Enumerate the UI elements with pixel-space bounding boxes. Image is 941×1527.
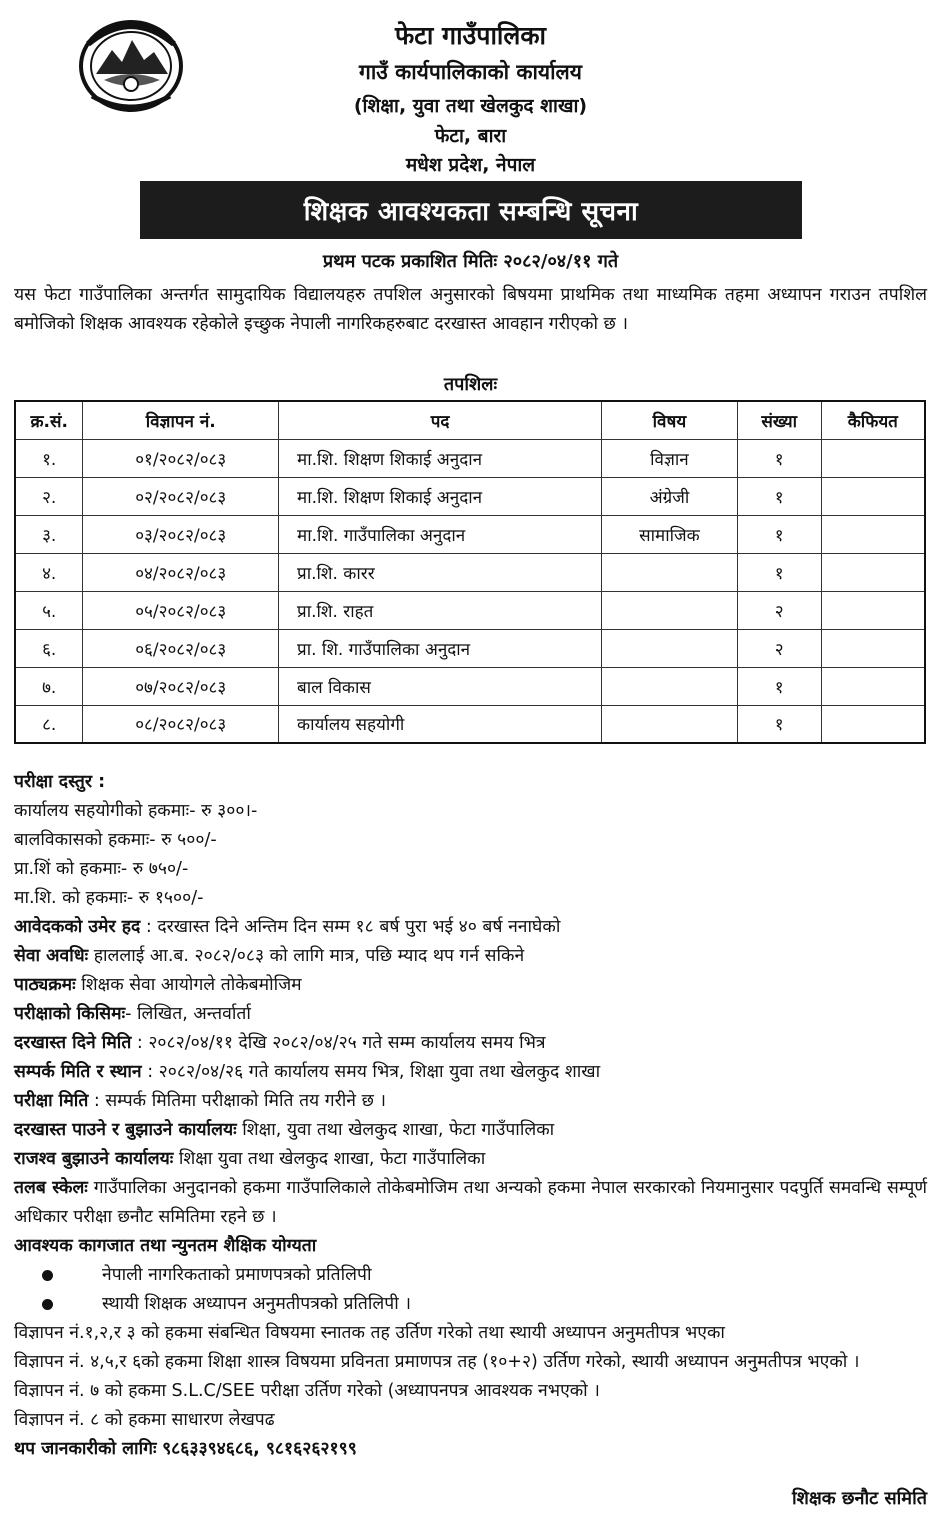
cell-remarks [821,705,925,743]
branch-name: (शिक्षा, युवा तथा खेलकुद शाखा) [353,95,588,117]
fee-item: कार्यालय सहयोगीको हकमाः- रु ३००।- [14,801,258,821]
cell-remarks [821,667,925,705]
col-header-ad-number: विज्ञापन नं. [83,401,279,439]
cell-ad-number: ०५/२०८२/०८३ [83,591,279,629]
detail-exam-date: परीक्षा मिति : सम्पर्क मितिमा परीक्षाको मिति तय गरीने छ । [14,1091,387,1111]
province-name: मधेश प्रदेश, नेपाल [405,154,536,176]
cell-post: प्रा.शि. राहत [279,591,602,629]
cell-remarks [821,439,925,477]
cell-ad-number: ०४/२०८२/०८३ [83,553,279,591]
publication-date: प्रथम पटक प्रकाशित मितिः २०८२/०४/११ गते [322,251,619,272]
qualification-note: विज्ञापन नं.१,२,र ३ को हकमा संबन्धित विषयमा स्नातक तह उर्तिण गरेको तथा स्थायी अध्यापन अनुमतीपत्र भएका [14,1323,725,1343]
cell-serial: ४. [15,553,83,591]
col-header-post: पद [279,401,602,439]
cell-subject [602,705,738,743]
fee-item: प्रा.शिं को हकमाः- रु ७५०/- [14,859,189,879]
cell-ad-number: ०३/२०८२/०८३ [83,515,279,553]
cell-remarks [821,515,925,553]
committee-signature: शिक्षक छनौट समिति [791,1488,927,1509]
detail-revenue-office: राजश्व बुझाउने कार्यालयः शिक्षा युवा तथा खेलकुद शाखा, फेटा गाउँपालिका [14,1149,486,1169]
qualification-note: विज्ञापन नं. ४,५,र ६को हकमा शिक्षा शास्त्र विषयमा प्रविनता प्रमाणपत्र तह (१०+२) उर्तिण गरेको, स्थायी अध्यापन अनुमतीपत्र भएको । [14,1352,860,1372]
table-row [15,553,925,591]
qualification-note: विज्ञापन नं. ७ को हकमा S.L.C/SEE परीक्षा उर्तिण गरेको (अध्यापनपत्र आवश्यक नभएको । [14,1381,600,1401]
table-row [15,515,925,553]
fee-item: बालविकासको हकमाः- रु ५००/- [14,830,217,850]
contact-numbers: ९८६३३९४६८६, ९८१६२६२१९९ [162,1439,357,1459]
table-header-row [15,401,925,439]
cell-count: २ [737,591,821,629]
cell-count: १ [737,667,821,705]
cell-post: प्रा.शि. कारर [279,553,602,591]
col-header-serial: क्र.सं. [15,401,83,439]
cell-serial: ३. [15,515,83,553]
table-row [15,629,925,667]
cell-serial: ५. [15,591,83,629]
intro-paragraph: यस फेटा गाउँपालिका अन्तर्गत सामुदायिक विद्यालयहरु तपशिल अनुसारको बिषयमा प्राथमिक तथा माध्यमिक तहमा अध्यापन गराउन तपशिल बमोजिको शिक्षक आवश्यक रहेकोले इच्छुक नेपाली नागरिकहरुबाट दरखास्त आवहान गरीएको छ । [14,285,927,334]
detail-exam-type: परीक्षाको किसिमः- लिखित, अन्तर्वार्ता [14,1004,251,1024]
qualification-note: विज्ञापन नं. ८ को हकमा साधारण लेखपढ [14,1410,275,1430]
cell-remarks [821,629,925,667]
cell-subject: अंग्रेजी [602,477,738,515]
notice-title-banner: शिक्षक आवश्यकता सम्बन्धि सूचना [140,181,802,239]
fees-title: परीक्षा दस्तुर : [14,772,106,792]
table-row [15,705,925,743]
col-header-subject: विषय [602,401,738,439]
cell-remarks [821,553,925,591]
cell-remarks [821,477,925,515]
cell-serial: ७. [15,667,83,705]
documents-title: आवश्यक कागजात तथा न्युनतम शैक्षिक योग्यता [14,1236,317,1256]
detail-age-limit: आवेदकको उमेर हद : दरखास्त दिने अन्तिम दिन सम्म १८ बर्ष पुरा भई ४० बर्ष ननाघेको [14,917,561,937]
table-caption: तपशिलः [443,374,498,395]
cell-subject: विज्ञान [602,439,738,477]
bullet-icon [42,1299,53,1310]
cell-post: मा.शि. शिक्षण शिकाई अनुदान [279,477,602,515]
cell-count: १ [737,515,821,553]
cell-subject [602,667,738,705]
cell-subject [602,629,738,667]
detail-service-period: सेवा अवधिः हाललाई आ.ब. २०८२/०८३ को लागि मात्र, पछि म्याद थप गर्न सकिने [14,946,525,966]
cell-post: मा.शि. गाउँपालिका अनुदान [279,515,602,553]
municipality-name: फेटा गाउँपालिका [394,21,547,50]
col-header-remarks: कैफियत [821,401,925,439]
cell-post: कार्यालय सहयोगी [279,705,602,743]
detail-contact-date: सम्पर्क मिति र स्थान : २०८२/०४/२६ गते कार्यालय समय भित्र, शिक्षा युवा तथा खेलकुद शाखा [14,1062,601,1082]
cell-post: बाल विकास [279,667,602,705]
table-row [15,591,925,629]
cell-count: १ [737,439,821,477]
table-row [15,667,925,705]
cell-post: प्रा. शि. गाउँपालिका अनुदान [279,629,602,667]
cell-serial: १. [15,439,83,477]
table-row [15,477,925,515]
cell-ad-number: ०७/२०८२/०८३ [83,667,279,705]
cell-post: मा.शि. शिक्षण शिकाई अनुदान [279,439,602,477]
cell-remarks [821,591,925,629]
table-row [15,439,925,477]
document-bullet: नेपाली नागरिकताको प्रमाणपत्रको प्रतिलिपी [14,1261,927,1290]
vacancy-table [14,400,926,744]
cell-ad-number: ०६/२०८२/०८३ [83,629,279,667]
cell-subject [602,553,738,591]
contact-info: थप जानकारीको लागिः ९८६३३९४६८६, ९८१६२६२१९९ [14,1439,357,1459]
cell-ad-number: ०८/२०८२/०८३ [83,705,279,743]
document-bullet: स्थायी शिक्षक अध्यापन अनुमतीपत्रको प्रतिलिपी । [14,1290,927,1319]
cell-count: १ [737,477,821,515]
detail-syllabus: पाठ्यक्रमः शिक्षक सेवा आयोगले तोकेबमोजिम [14,975,302,995]
cell-count: १ [737,553,821,591]
detail-salary-scale: तलब स्केलः गाउँपालिका अनुदानको हकमा गाउँपालिकाले तोकेबमोजिम तथा अन्यको हकमा नेपाल सरकारको नियमानुसार पदपुर्ति समवन्धि सम्पूर्ण अधिकार परीक्षा छनौट समितिमा रहने छ । [14,1178,928,1227]
cell-serial: २. [15,477,83,515]
cell-subject [602,591,738,629]
detail-application-office: दरखास्त पाउने र बुझाउने कार्यालयः शिक्षा, युवा तथा खेलकुद शाखा, फेटा गाउँपालिका [14,1120,555,1140]
cell-serial: ८. [15,705,83,743]
fee-item: मा.शि. को हकमाः- रु १५००/- [14,888,204,908]
cell-count: १ [737,705,821,743]
cell-ad-number: ०२/२०८२/०८३ [83,477,279,515]
detail-application-date: दरखास्त दिने मिति : २०८२/०४/११ देखि २०८२/०४/२५ गते सम्म कार्यालय समय भित्र [14,1033,546,1053]
office-location: फेटा, बारा [434,125,507,147]
notice-details [14,768,927,1464]
cell-serial: ६. [15,629,83,667]
cell-ad-number: ०१/२०८२/०८३ [83,439,279,477]
col-header-count: संख्या [737,401,821,439]
cell-subject: सामाजिक [602,515,738,553]
office-name: गाउँ कार्यपालिकाको कार्यालय [359,60,582,84]
bullet-icon [42,1270,53,1281]
cell-count: २ [737,629,821,667]
